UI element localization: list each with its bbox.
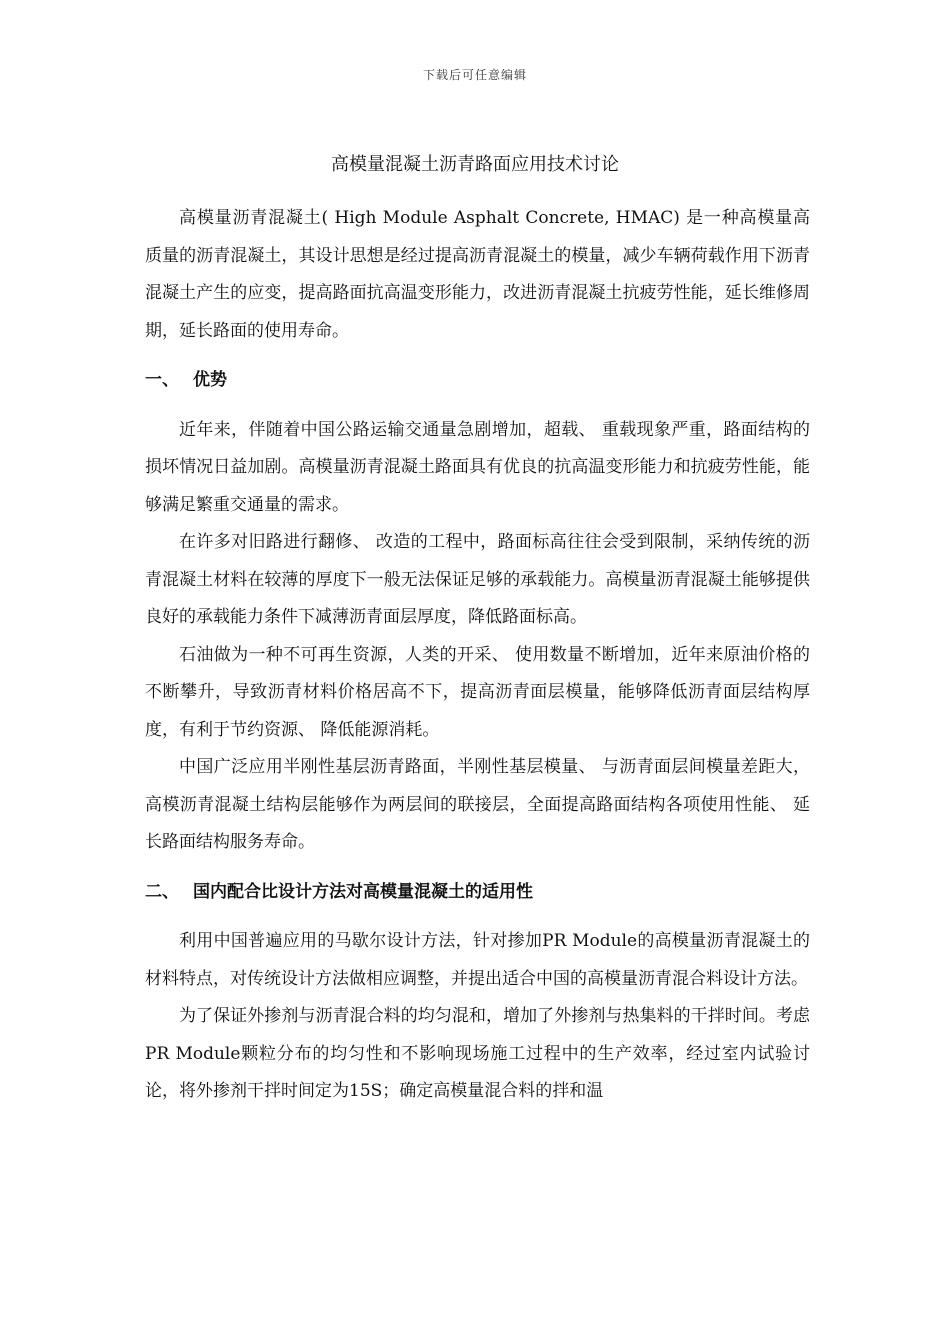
intro-paragraph: 高模量沥青混凝土( High Module Asphalt Concrete, HMAC) 是一种高模量高质量的沥青混凝土，其设计思想是经过提高沥青混凝土的模量，减少车辆荷载作用下沥青混凝土产生的应变，提高路面抗高温变形能力，改进沥青混凝土抗疲劳性能，延长维修周期，延长路面的使用寿命。 bbox=[145, 208, 810, 341]
section-heading-1 bbox=[145, 362, 810, 400]
header-note: 下载后可任意编辑 bbox=[422, 68, 527, 82]
body-paragraph: 石油做为一种不可再生资源，人类的开采、 使用数量不断增加，近年来原油价格的不断攀升，导致沥青材料价格居高不下，提高沥青面层模量，能够降低沥青面层结构厚度，有利于节约资源、 降低能源消耗。 bbox=[145, 644, 810, 740]
body-paragraph: 近年来，伴随着中国公路运输交通量急剧增加，超载、 重载现象严重，路面结构的损坏情况日益加剧。高模量沥青混凝土路面具有优良的抗高温变形能力和抗疲劳性能，能够满足繁重交通量的需求。 bbox=[145, 419, 810, 515]
document-body bbox=[145, 200, 810, 1111]
section-title: 优势 bbox=[193, 370, 227, 390]
section-number: 二、 bbox=[145, 881, 179, 902]
section-title: 国内配合比设计方法对高模量混凝土的适用性 bbox=[193, 881, 533, 902]
body-paragraph: 在许多对旧路进行翻修、 改造的工程中，路面标高往往会受到限制，采纳传统的沥青混凝土材料在较薄的厚度下一般无法保证足够的承载能力。高模量沥青混凝土能够提供良好的承载能力条件下减薄沥青面层厚度，降低路面标高。 bbox=[145, 532, 810, 627]
section-number: 一、 bbox=[145, 370, 179, 390]
document-title: 高模量混凝土沥青路面应用技术讨论 bbox=[331, 154, 619, 175]
spacer bbox=[145, 911, 810, 923]
body-paragraph: 中国广泛应用半刚性基层沥青路面，半刚性基层模量、 与沥青面层间模量差距大，高模沥青混凝土结构层能够作为两层间的联接层，全面提高路面结构各项使用性能、 延长路面结构服务寿命。 bbox=[145, 757, 810, 852]
spacer bbox=[145, 862, 810, 874]
spacer bbox=[145, 350, 810, 362]
body-paragraph: 利用中国普遍应用的马歇尔设计方法，针对掺加PR Module的高模量沥青混凝土的材料特点，对传统设计方法做相应调整，并提出适合中国的高模量沥青混合料设计方法。 bbox=[145, 931, 810, 989]
spacer bbox=[145, 400, 810, 412]
body-paragraph: 为了保证外掺剂与沥青混合料的均匀混和，增加了外掺剂与热集料的干拌时间。考虑PR Module颗粒分布的均匀性和不影响现场施工过程中的生产效率，经过室内试验讨论，将外掺剂干拌时间定为15S；确定高模量混合料的拌和温 bbox=[145, 1006, 810, 1101]
section-heading-2 bbox=[145, 874, 810, 912]
